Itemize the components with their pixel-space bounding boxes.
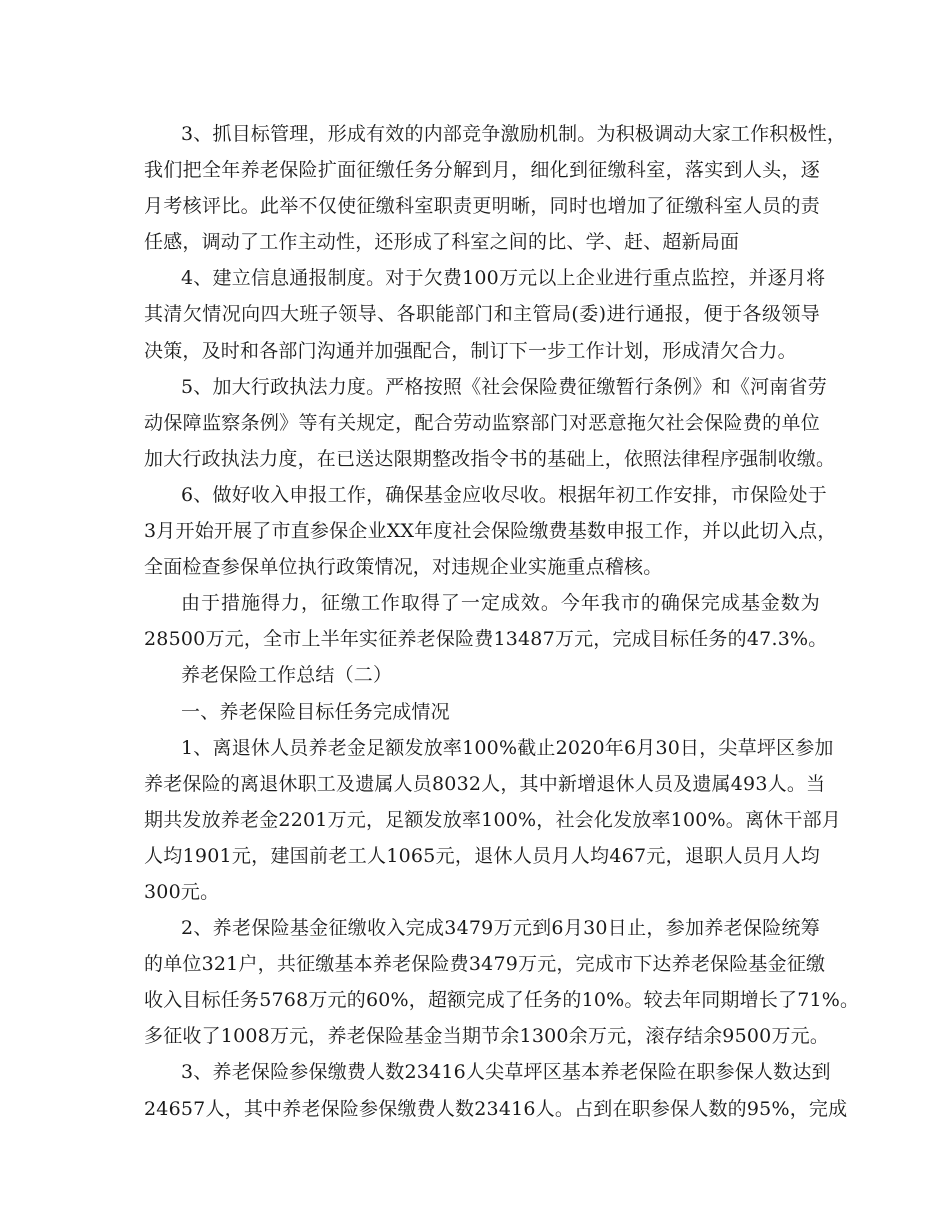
text-line: 2、养老保险基金征缴收入完成3479万元到6月30日止，参加养老保险统筹 <box>181 917 820 940</box>
text-line: 全面检查参保单位执行政策情况，对违规企业实施重点稽核。 <box>144 556 663 579</box>
text-line: 多征收了1008万元，养老保险基金当期节余1300余万元，滚存结余9500万元。 <box>144 1025 830 1048</box>
document-body <box>144 116 860 1127</box>
text-line: 3月开始开展了市直参保企业XX年度社会保险缴费基数申报工作，并以此切入点， <box>144 520 837 543</box>
text-line: 其清欠情况向四大班子领导、各职能部门和主管局(委)进行通报，便于各级领导 <box>144 303 820 326</box>
paragraph <box>144 657 820 693</box>
text-line: 5、加大行政执法力度。严格按照《社会保险费征缴暂行条例》和《河南省劳 <box>181 375 827 398</box>
paragraph <box>144 694 820 730</box>
text-line: 由于措施得力，征缴工作取得了一定成效。今年我市的确保完成基金数为 <box>181 592 820 615</box>
text-line: 3、抓目标管理，形成有效的内部竞争激励机制。为积极调动大家工作积极性， <box>181 123 847 145</box>
paragraph <box>144 477 837 585</box>
text-line: 期共发放养老金2201万元，足额发放率100%，社会化发放率100%。离休干部月 <box>144 808 841 831</box>
text-line: 养老保险工作总结（二） <box>181 664 393 687</box>
text-line: 加大行政执法力度，在已送达限期整改指令书的基础上，依照法律程序强制收缴。 <box>144 447 836 470</box>
text-line: 月考核评比。此举不仅使征缴科室职责更明晰，同时也增加了征缴科室人员的责 <box>144 195 820 218</box>
text-line: 的单位321户，共征缴基本养老保险费3479万元，完成市下达养老保险基金征缴 <box>144 953 826 976</box>
text-line: 我们把全年养老保险扩面征缴任务分解到月，细化到征缴科室，落实到人头，逐 <box>144 159 820 182</box>
text-line: 动保障监察条例》等有关规定，配合劳动监察部门对恶意拖欠社会保险费的单位 <box>144 411 820 434</box>
text-line: 4、建立信息通报制度。对于欠费100万元以上企业进行重点监控，并逐月将 <box>181 267 826 290</box>
text-line: 6、做好收入申报工作，确保基金应收尽收。根据年初工作安排，市保险处于 <box>181 483 827 506</box>
paragraph <box>144 1054 848 1126</box>
text-line: 决策，及时和各部门沟通并加强配合，制订下一步工作计划，形成清欠合力。 <box>144 339 797 362</box>
text-line: 一、养老保险目标任务完成情况 <box>181 700 450 723</box>
paragraph <box>144 730 841 910</box>
paragraph <box>144 585 828 657</box>
text-line: 1、离退休人员养老金足额发放率100%截止2020年6月30日，尖草坪区参加 <box>181 736 834 759</box>
paragraph <box>144 369 836 477</box>
text-line: 收入目标任务5768万元的60%，超额完成了任务的10%。较去年同期增长了71%。 <box>144 989 860 1012</box>
text-line: 300元。 <box>144 880 220 903</box>
paragraph <box>144 260 826 368</box>
paragraph <box>144 116 847 260</box>
text-line: 人均1901元，建国前老工人1065元，退休人员月人均467元，退职人员月人均 <box>144 844 820 867</box>
text-line: 3、养老保险参保缴费人数23416人尖草坪区基本养老保险在职参保人数达到 <box>181 1061 831 1084</box>
paragraph <box>144 910 860 1054</box>
text-line: 24657人，其中养老保险参保缴费人数23416人。占到在职参保人数的95%，完成 <box>144 1097 848 1120</box>
text-line: 任感，调动了工作主动性，还形成了科室之间的比、学、赶、超新局面 <box>144 231 740 254</box>
text-line: 养老保险的离退休职工及遗属人员8032人，其中新增退休人员及遗属493人。当 <box>144 772 826 795</box>
text-line: 28500万元，全市上半年实征养老保险费13487万元，完成目标任务的47.3%。 <box>144 628 828 651</box>
